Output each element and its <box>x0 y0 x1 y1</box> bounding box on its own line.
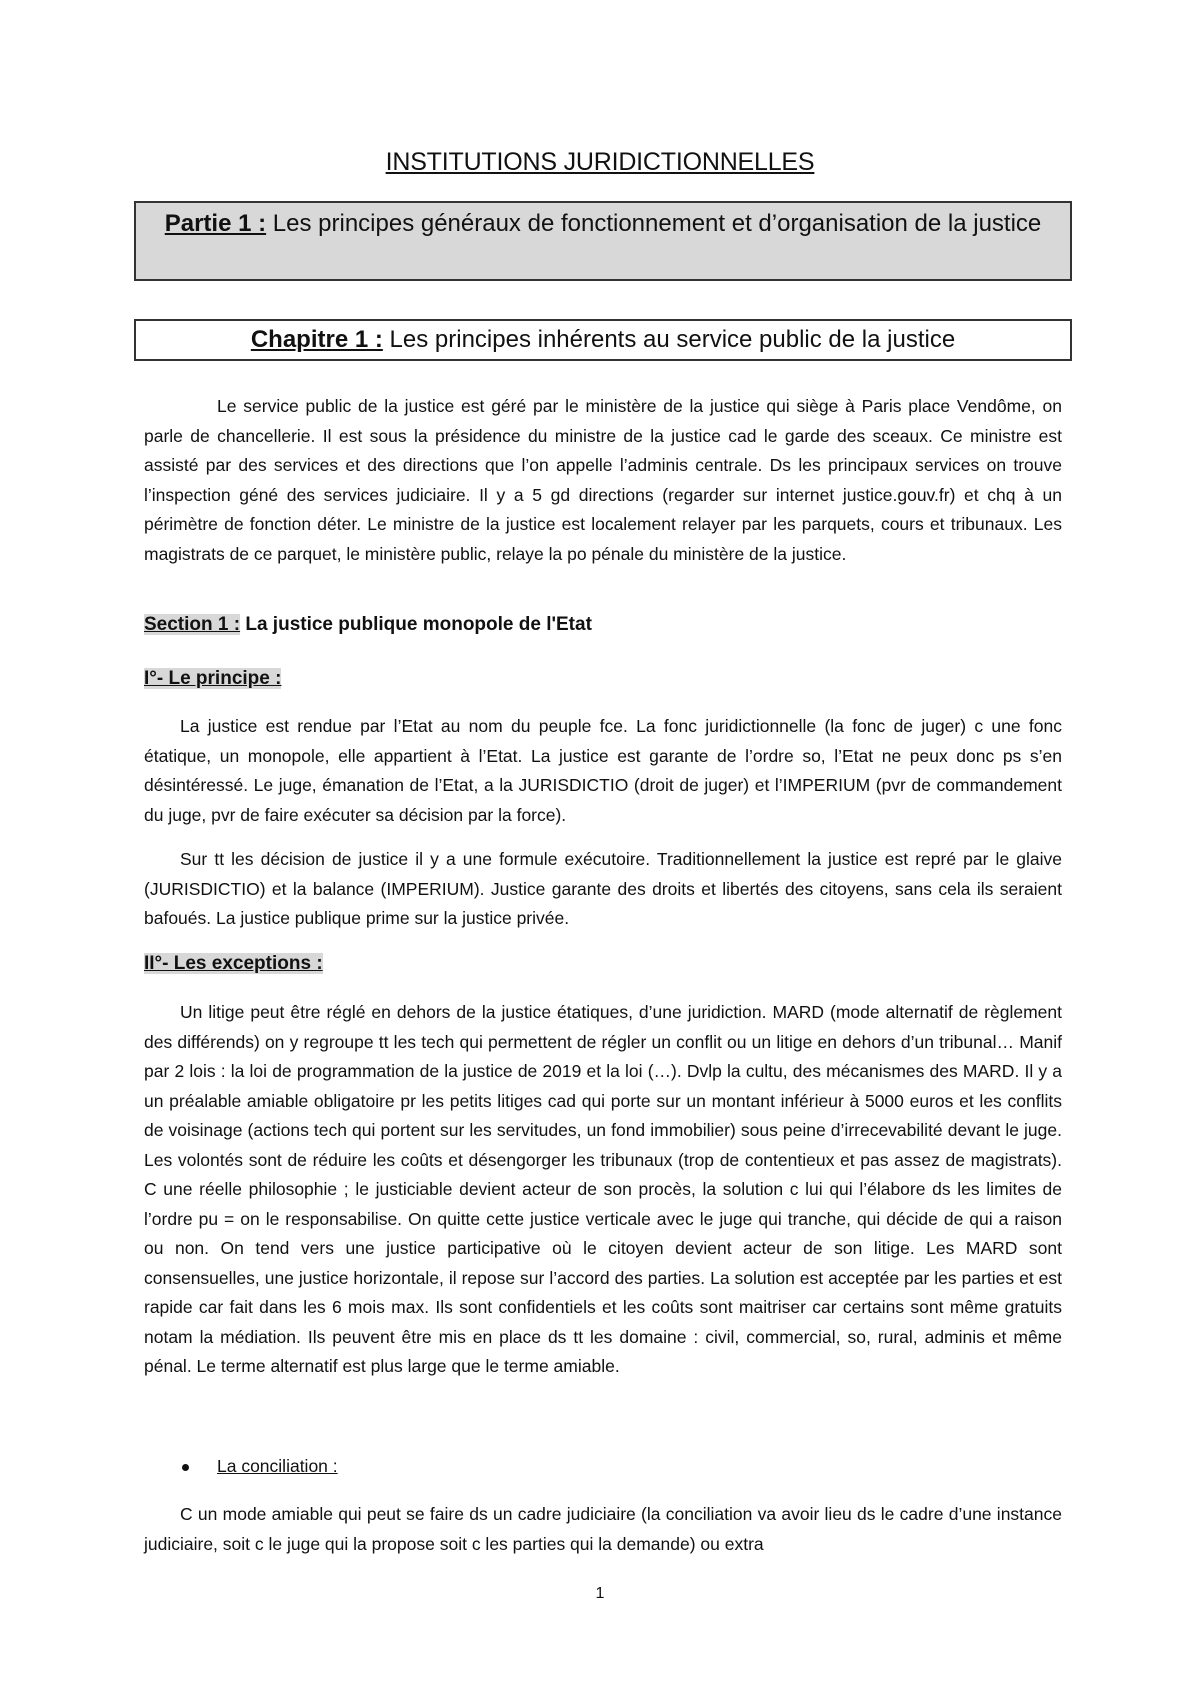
subsection-exceptions-heading <box>144 953 323 975</box>
chapter-label: Chapitre 1 : <box>250 326 383 353</box>
section-1-label: Section 1 : <box>144 614 241 635</box>
conciliation-paragraph-1: C un mode amiable qui peut se faire ds un cadre judiciaire (la conciliation va avoir lieu ds le cadre d’une instance judiciaire, soit c le juge qui la propose soit c les parties qui la demande) ou extra <box>144 1504 1062 1554</box>
page-number: 1 <box>595 1585 605 1602</box>
subsection-exceptions-label: II°- Les exceptions : <box>144 953 323 974</box>
part-label: Partie 1 : <box>164 210 267 237</box>
exceptions-paragraph-1: Un litige peut être réglé en dehors de la justice étatiques, d’une juridiction. MARD (mode alternatif de règlement des différends) on y regroupe tt les tech qui permettent de régler un conflit ou un litige en dehors d’un tribunal… Manif par 2 lois : la loi de programmation de la justice de 2019 et la loi (…). Dvlp la cultu, des mécanismes des MARD. Il y a un préalable amiable obligatoire pr les petits litiges cad qui porte sur un montant inférieur à 5000 euros et les conflits de voisinage (actions tech qui portent sur les servitudes, un fond immobilier) sous peine d’irrecevabilité devant le juge. Les volontés sont de réduire les coûts et désengorger les tribunaux (trop de contentieux et pas assez de magistrats). C une réelle philosophie ; le justiciable devient acteur de son procès, la solution c lui qui l’élabore ds les limites de l’ordre pu = on le responsabilise. On quitte cette justice verticale avec le juge qui tranche, qui décide de qui a raison ou non. On tend vers une justice participative où le citoyen devient acteur de son litige. Les MARD sont consensuelles, une justice horizontale, il repose sur l’accord des parties. La solution est acceptée par les parties et est rapide car fait dans les 6 mois max. Ils sont confidentiels et les coûts sont maitriser car certains sont même gratuits notam la médiation. Ils peuvent être mis en place ds tt les domaine : civil, commercial, so, rural, adminis et même pénal. Le terme alternatif est plus large que le terme amiable. <box>144 1002 1062 1376</box>
section-1-text: La justice publique monopole de l'Etat <box>240 614 592 635</box>
chapter-heading-box <box>134 319 1072 361</box>
bullet-conciliation-label: La conciliation : <box>217 1456 338 1476</box>
section-1-heading <box>144 614 592 636</box>
intro-paragraph: Le service public de la justice est géré par le ministère de la justice qui siège à Paris place Vendôme, on parle de chancellerie. Il est sous la présidence du ministre de la justice cad le garde des sceaux. Ce ministre est assisté par des services et des directions que l’on appelle l’adminis centrale. Ds les principaux services on trouve l’inspection géné des services judiciaire. Il y a 5 gd directions (regarder sur internet justice.gouv.fr) et chq à un périmètre de fonction déter. Le ministre de la justice est localement relayer par les parquets, cours et tribunaux. Les magistrats de ce parquet, le ministère public, relaye la po pénale du ministère de la justice. <box>144 396 1062 564</box>
part-text: Les principes généraux de fonctionnement et d’organisation de la justice <box>266 210 1042 237</box>
subsection-principe-heading <box>144 668 281 690</box>
part-heading-box <box>134 201 1072 281</box>
subsection-principe-label: I°- Le principe : <box>144 668 282 689</box>
document-title: INSTITUTIONS JURIDICTIONNELLES <box>385 148 815 176</box>
bullet-dot-icon <box>182 1464 189 1471</box>
principe-paragraph-2: Sur tt les décision de justice il y a une formule exécutoire. Traditionnellement la justice est repré par le glaive (JURISDICTIO) et la balance (IMPERIUM). Justice garante des droits et libertés des citoyens, sans cela ils seraient bafoués. La justice publique prime sur la justice privée. <box>144 849 1062 928</box>
chapter-text: Les principes inhérents au service public de la justice <box>382 326 956 353</box>
bullet-conciliation <box>182 1456 338 1477</box>
principe-paragraph-1: La justice est rendue par l’Etat au nom du peuple fce. La fonc juridictionnelle (la fonc de juger) c une fonc étatique, un monopole, elle appartient à l’Etat. La justice est garante de l’ordre so, l’Etat ne peux donc ps s’en désintéressé. Le juge, émanation de l’Etat, a la JURISDICTIO (droit de juger) et l’IMPERIUM (pvr de commandement du juge, pvr de faire exécuter sa décision par la force). <box>144 716 1062 825</box>
